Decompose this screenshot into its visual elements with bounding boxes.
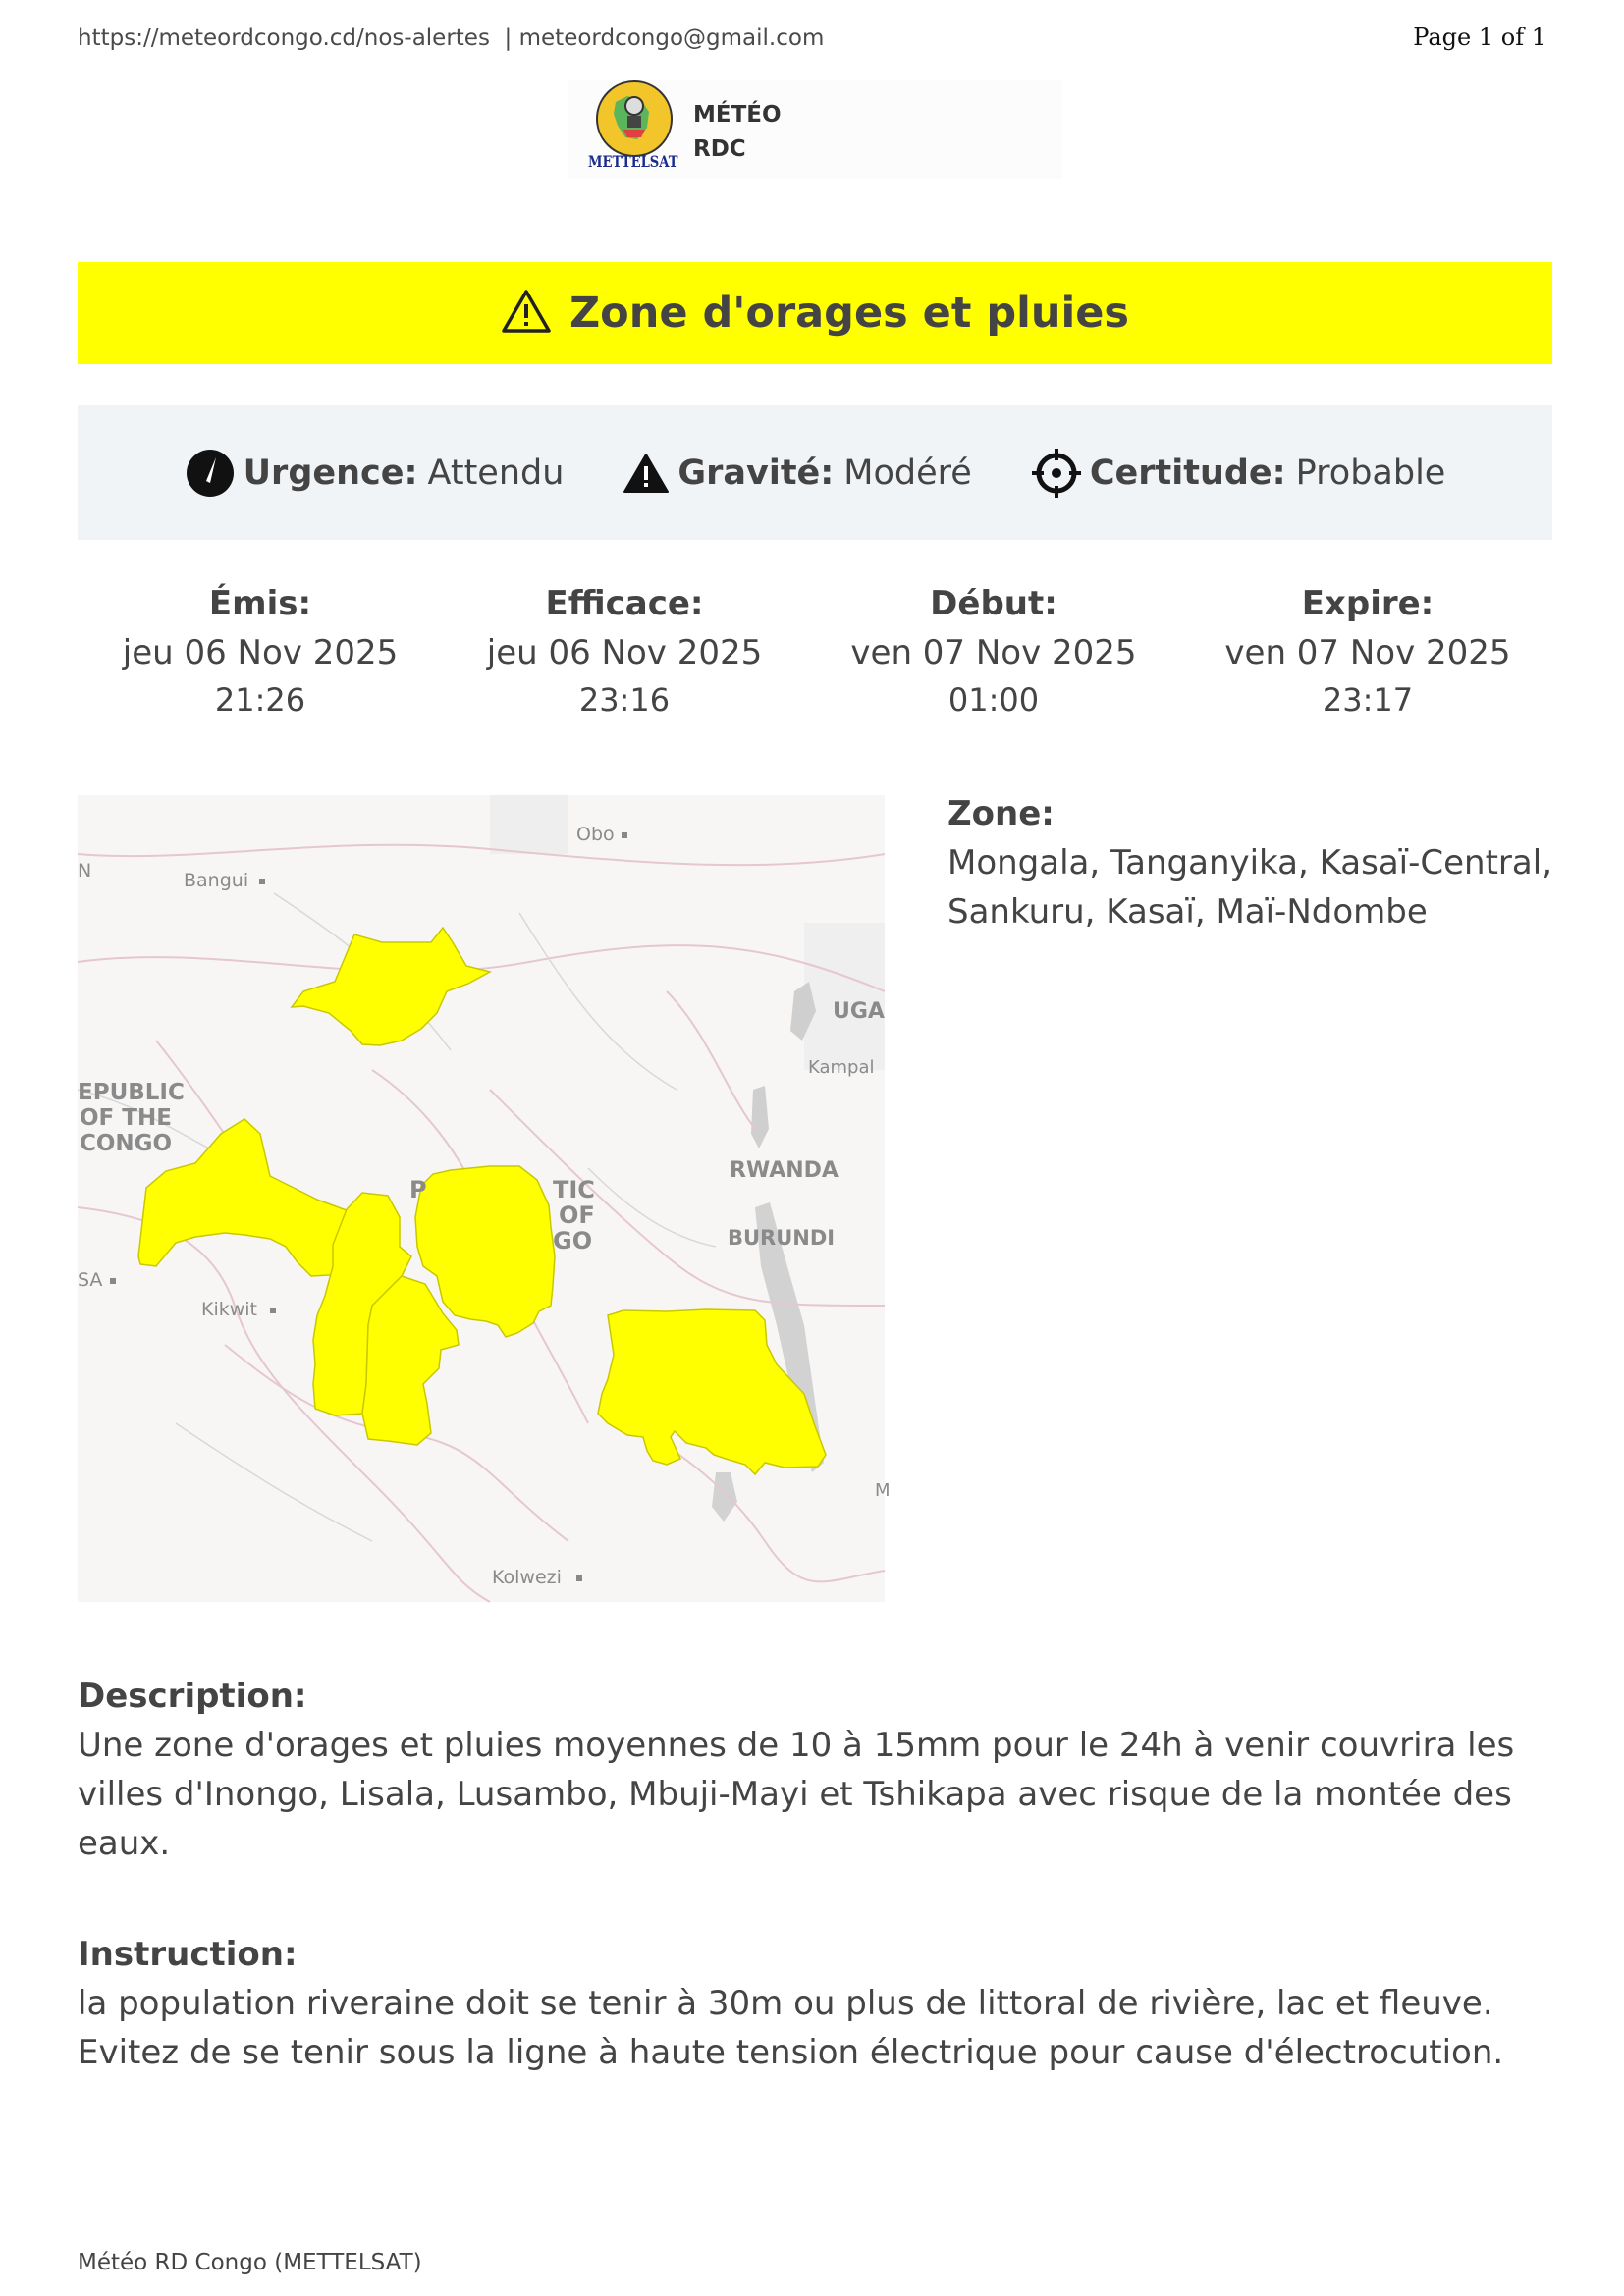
date-expires — [1181, 579, 1554, 722]
map-label-sa: SA — [78, 1269, 103, 1291]
instruction-line-2: Evitez de se tenir sous la ligne à haute tension électrique pour cause d'électrocution. — [78, 2033, 1504, 2072]
zone-section — [947, 789, 1556, 936]
urgency-item — [185, 448, 565, 499]
crosshair-icon — [1031, 448, 1082, 499]
source-url[interactable]: https://meteordcongo.cd/nos-alertes — [78, 26, 490, 51]
instruction-section — [78, 1930, 1560, 2077]
certainty-item — [1031, 448, 1446, 499]
zone-line-2: Sankuru, Kasaï, Maï-Ndombe — [947, 892, 1428, 932]
urgency-value: Attendu — [427, 453, 565, 493]
logo — [568, 80, 1062, 179]
date-day: ven 07 Nov 2025 — [850, 633, 1137, 672]
certainty-value: Probable — [1295, 453, 1446, 493]
map-label-m: M — [875, 1480, 891, 1501]
mettelsat-emblem-icon — [596, 80, 673, 157]
date-label: Expire: — [1301, 584, 1435, 623]
certainty-label: Certitude: — [1089, 453, 1286, 493]
map-label-bangui: Bangui — [184, 870, 249, 891]
logo-text-line2: RDC — [693, 136, 746, 162]
source-email[interactable]: meteordcongo@gmail.com — [518, 26, 825, 51]
description-label: Description: — [78, 1677, 307, 1716]
description-line-2: villes d'Inongo, Lisala, Lusambo, Mbuji-Mayi et Tshikapa avec risque de la montée des — [78, 1775, 1512, 1814]
map-label-kikwit: Kikwit — [201, 1299, 258, 1320]
map-label-drc-3: OF — [559, 1201, 595, 1229]
instruction-line-1: la population riveraine doit se tenir à 30m ou plus de littoral de rivière, lac et fleuve. — [78, 1984, 1493, 2023]
date-time: 23:16 — [578, 681, 671, 719]
severity-label: Gravité: — [677, 453, 835, 493]
severity-item — [623, 453, 971, 494]
map-label-republic-2: OF THE — [80, 1105, 172, 1131]
instruction-label: Instruction: — [78, 1935, 298, 1974]
map-label-rwanda: RWANDA — [730, 1158, 839, 1183]
date-onset — [807, 579, 1180, 722]
date-day: jeu 06 Nov 2025 — [122, 633, 399, 672]
description-section — [78, 1672, 1560, 1868]
severity-value: Modéré — [843, 453, 972, 493]
date-time: 01:00 — [947, 681, 1040, 719]
zone-line-1: Mongala, Tanganyika, Kasaï-Central, — [947, 843, 1553, 882]
stopwatch-icon — [185, 448, 236, 499]
date-label: Efficace: — [545, 584, 704, 623]
date-label: Émis: — [208, 584, 312, 623]
page-number: Page 1 of 1 — [1413, 24, 1546, 51]
date-time: 21:26 — [214, 681, 306, 719]
date-time: 23:17 — [1322, 681, 1414, 719]
alert-map — [78, 795, 891, 1602]
zone-label: Zone: — [947, 794, 1055, 833]
map-label-n: N — [78, 860, 92, 881]
logo-caption: METTELSAT — [588, 152, 678, 171]
description-line-1: Une zone d'orages et pluies moyennes de 10 à 15mm pour le 24h à venir couvrira les — [78, 1726, 1515, 1765]
map-label-republic-1: EPUBLIC — [78, 1080, 185, 1105]
map-label-republic-3: CONGO — [80, 1131, 173, 1156]
map-label-drc-2: TIC — [553, 1176, 595, 1203]
map-label-drc-1: P — [409, 1176, 427, 1203]
date-effective — [438, 579, 811, 722]
page-header-source: https://meteordcongo.cd/nos-alertes | meteordcongo@gmail.com — [78, 26, 825, 51]
alert-title: Zone d'orages et pluies — [568, 289, 1129, 338]
description-line-3: eaux. — [78, 1824, 171, 1863]
page-footer: Météo RD Congo (METTELSAT) — [78, 2250, 422, 2275]
date-day: ven 07 Nov 2025 — [1224, 633, 1511, 672]
date-issued — [74, 579, 447, 722]
map-label-drc-4: GO — [553, 1227, 593, 1255]
alert-banner — [78, 262, 1552, 364]
map-label-uga: UGA — [833, 999, 885, 1024]
map-label-burundi: BURUNDI — [728, 1226, 836, 1250]
logo-text-line1: MÉTÉO — [693, 102, 782, 128]
urgency-label: Urgence: — [243, 453, 418, 493]
map-label-kolwezi: Kolwezi — [492, 1567, 562, 1588]
alert-severity-panel — [78, 405, 1552, 540]
map-label-obo: Obo — [576, 824, 615, 845]
exclamation-triangle-icon — [623, 453, 670, 494]
date-day: jeu 06 Nov 2025 — [486, 633, 763, 672]
map-label-kampala: Kampal — [808, 1057, 875, 1078]
date-label: Début: — [930, 584, 1057, 623]
logo-text — [693, 98, 782, 167]
warning-triangle-icon — [501, 289, 552, 338]
